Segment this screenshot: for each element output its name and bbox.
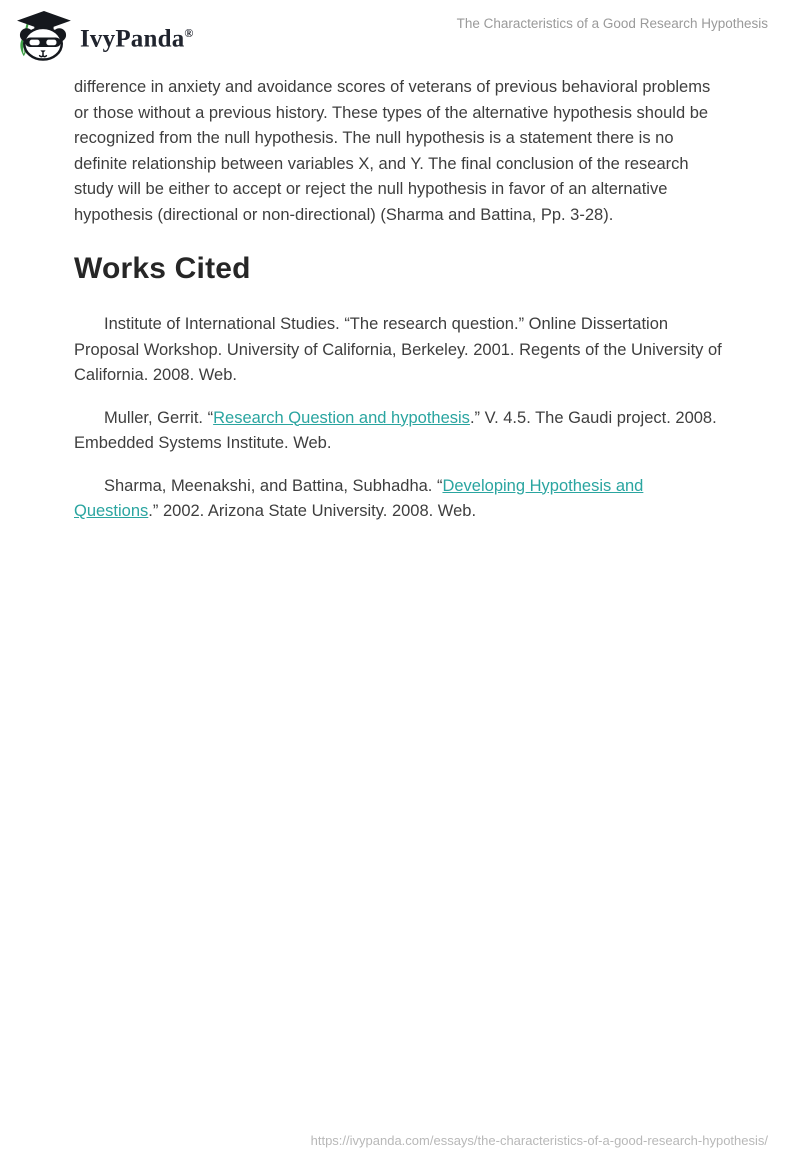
page-title: The Characteristics of a Good Research Hypothesis xyxy=(456,16,768,31)
citations-list xyxy=(74,312,726,525)
page-header xyxy=(0,0,800,62)
citation-text: Muller, Gerrit. “ xyxy=(104,408,214,427)
ivypanda-logo-icon xyxy=(14,11,72,61)
registered-mark: ® xyxy=(184,26,194,40)
body-paragraph: difference in anxiety and avoidance scores of veterans of previous behavioral problems or those without a previous history. These types of the alternative hypothesis should be recognized from the null hypothesis. The null hypothesis is a statement there is no definite relationship between variables X, and Y. The final conclusion of the research study will be either to accept or reject the null hypothesis in favor of an alternative hypothesis (directional or non-directional) (Sharma and Battina, Pp. 3-28). xyxy=(74,78,711,224)
citation-entry xyxy=(74,474,726,525)
footer-source-url: https://ivypanda.com/essays/the-characteristics-of-a-good-research-hypothesis/ xyxy=(310,1133,768,1148)
citation-text: .” V. 4.5. The Gaudi project. 2008. Embedded Systems Institute. Web. xyxy=(74,408,717,452)
citation-link[interactable]: Developing Hypothesis and Questions xyxy=(74,476,644,520)
citation-entry xyxy=(74,406,726,457)
citation-text: .” 2002. Arizona State University. 2008. Web. xyxy=(148,502,477,520)
citation-entry xyxy=(74,312,726,389)
citation-text: Institute of International Studies. “The research question.” Online Dissertation Proposal Workshop. University of California, Berkeley. 2001. Regents of the University of California. 2008. Web. xyxy=(74,315,722,384)
article-content xyxy=(74,62,726,525)
brand-name: IvyPanda® xyxy=(80,25,194,53)
citation-text: Sharma, Meenakshi, and Battina, Subhadha. “ xyxy=(104,476,443,495)
works-cited-heading: Works Cited xyxy=(74,252,251,285)
brand xyxy=(14,8,194,64)
citation-link[interactable]: Research Question and hypothesis xyxy=(213,408,470,427)
